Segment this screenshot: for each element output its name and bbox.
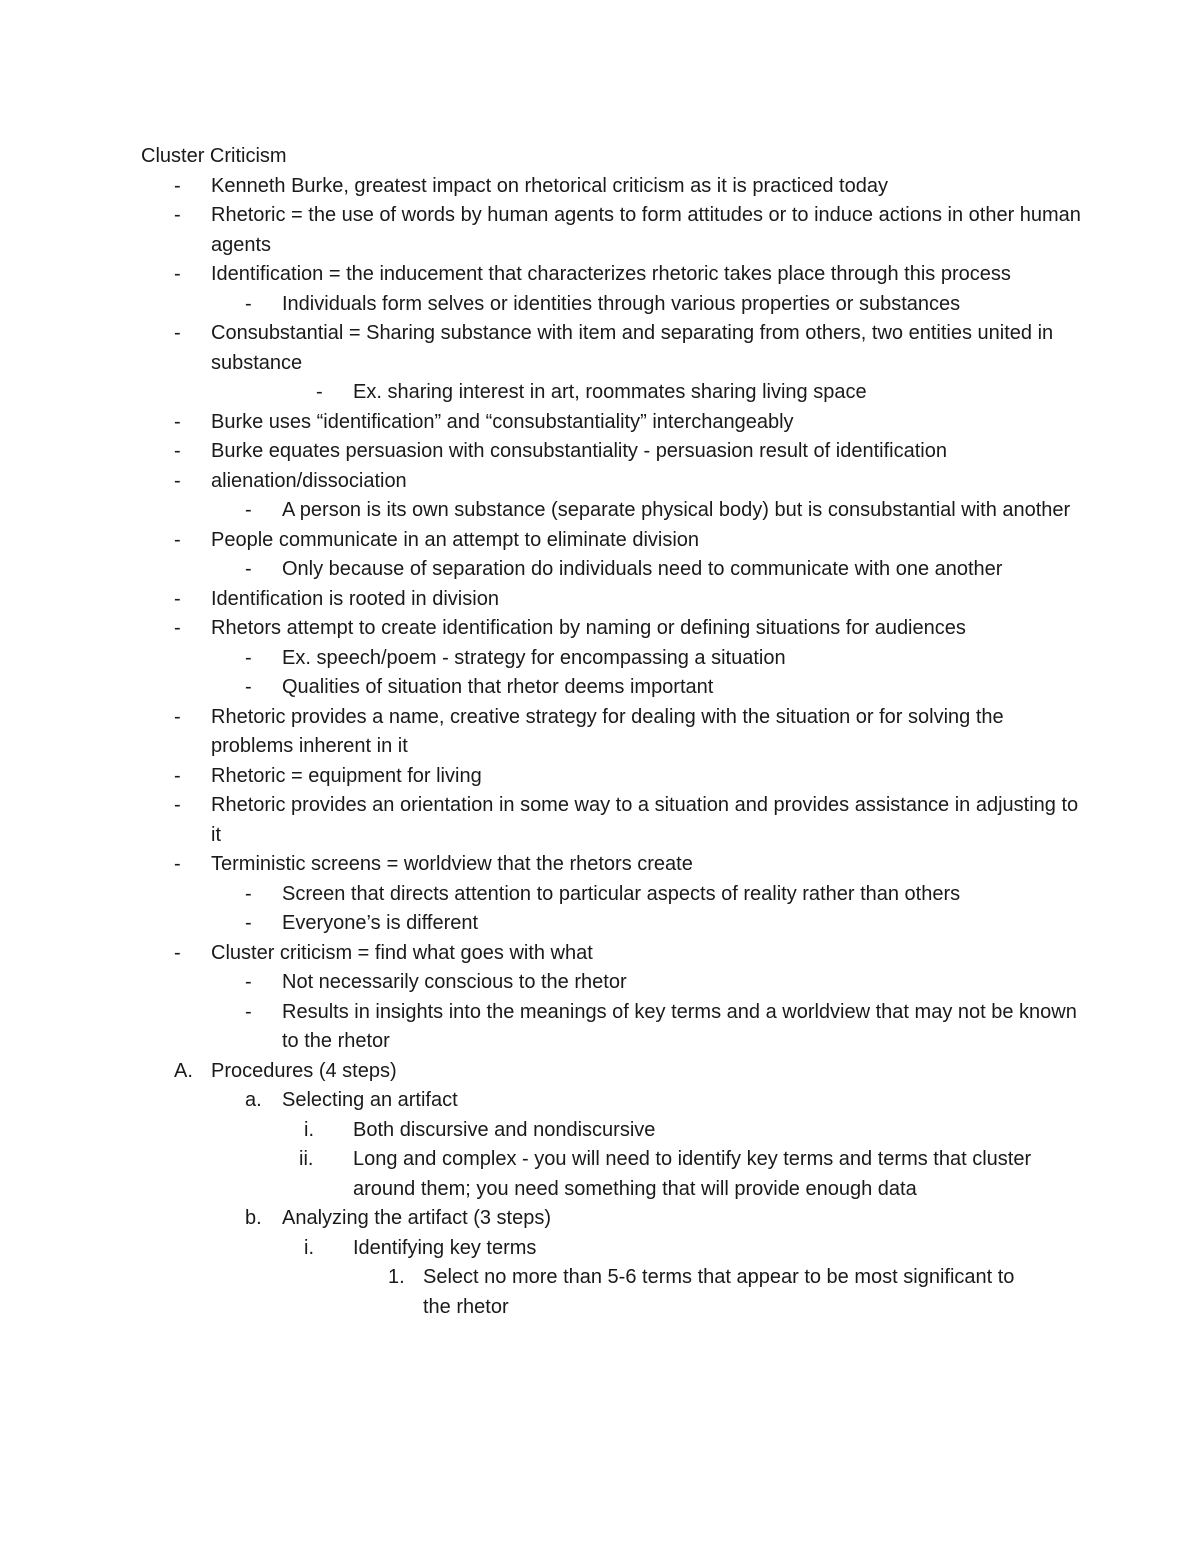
list-item (0, 673, 1200, 703)
list-item (0, 880, 1200, 910)
list-item-text: Identifying key terms (353, 1236, 537, 1259)
list-item (0, 762, 1200, 792)
list-item-text: Not necessarily conscious to the rhetor (282, 971, 627, 993)
bullet-marker: - (174, 204, 181, 226)
list-item (0, 703, 1200, 762)
bullet-marker: - (174, 528, 181, 551)
bullet-marker: - (174, 853, 181, 875)
bullet-marker: - (245, 882, 252, 905)
list-item-text: Rhetors attempt to create identification by naming or defining situations for audiences (211, 617, 966, 639)
list-item-text: Ex. sharing interest in art, roommates sharing living space (353, 381, 867, 403)
list-item-text: Consubstantial = Sharing substance with item and separating from others, two entities united in substance (211, 322, 1054, 374)
bullet-marker: - (174, 440, 181, 462)
bullet-marker: - (245, 292, 252, 315)
list-item-text: Procedures (4 steps) (211, 1059, 397, 1082)
bullet-marker: - (245, 971, 252, 993)
list-item (0, 614, 1200, 644)
bullet-marker: - (245, 912, 252, 934)
bullet-marker: - (174, 617, 181, 639)
list-item (0, 408, 1200, 438)
list-item (0, 909, 1200, 939)
list-item-text: Burke uses “identification” and “consubstantiality” interchangeably (211, 410, 794, 433)
bullet-marker: - (245, 676, 252, 698)
list-item-text: Qualities of situation that rhetor deems important (282, 676, 714, 698)
list-item-text: Both discursive and nondiscursive (353, 1118, 656, 1141)
list-item (0, 496, 1200, 526)
list-item (0, 850, 1200, 880)
list-item-text: Individuals form selves or identities through various properties or substances (282, 292, 961, 315)
list-item (0, 467, 1200, 497)
bullet-marker: - (174, 941, 181, 964)
list-number-marker: a. (245, 1089, 262, 1111)
list-item (0, 319, 1200, 378)
bullet-marker: - (174, 263, 181, 285)
list-item-text: Selecting an artifact (282, 1089, 458, 1111)
list-item (0, 1116, 1200, 1146)
list-number-marker: b. (245, 1207, 262, 1229)
list-item (0, 644, 1200, 674)
list-item-text: Long and complex - you will need to identify key terms and terms that cluster around them; you need something that will provide enough data (353, 1148, 1032, 1200)
list-item-text: A person is its own substance (separate physical body) but is consubstantial with another (282, 499, 1071, 521)
list-item (0, 290, 1200, 320)
bullet-marker: - (174, 705, 181, 728)
bullet-marker: - (174, 764, 181, 787)
list-item (0, 555, 1200, 585)
bullet-marker: - (174, 587, 181, 610)
list-item (0, 172, 1200, 202)
list-item-text: alienation/dissociation (211, 469, 407, 492)
list-item-text: Ex. speech/poem - strategy for encompassing a situation (282, 646, 786, 669)
list-item-text: Results in insights into the meanings of key terms and a worldview that may not be known to the rhetor (282, 1000, 1077, 1052)
bullet-marker: - (245, 646, 252, 669)
list-item (0, 968, 1200, 998)
list-item (0, 1204, 1200, 1234)
bullet-marker: - (245, 558, 252, 580)
list-number-marker: i. (304, 1236, 314, 1259)
list-item (0, 1086, 1200, 1116)
list-item-text: Rhetoric provides an orientation in some way to a situation and provides assistance in adjusting to it (211, 794, 1079, 846)
list-item-text: Rhetoric provides a name, creative strategy for dealing with the situation or for solving the problems inherent in it (211, 705, 1004, 757)
bullet-marker: - (174, 174, 181, 197)
list-item-text: Terministic screens = worldview that the rhetors create (211, 853, 693, 875)
list-item (0, 939, 1200, 969)
list-number-marker: i. (304, 1118, 314, 1141)
bullet-marker: - (316, 381, 323, 403)
list-item (0, 998, 1200, 1057)
list-item-text: Burke equates persuasion with consubstantiality - persuasion result of identification (211, 440, 947, 462)
list-number-marker: ii. (299, 1148, 314, 1170)
list-item (0, 1057, 1200, 1087)
bullet-marker: - (174, 794, 181, 816)
list-item (0, 1145, 1200, 1204)
list-item-text: People communicate in an attempt to eliminate division (211, 528, 700, 551)
list-item-text: Identification is rooted in division (211, 587, 499, 610)
list-item (0, 378, 1200, 408)
list-item (0, 791, 1200, 850)
list-item (0, 260, 1200, 290)
list-item-text: Cluster criticism = find what goes with what (211, 941, 593, 964)
document-title: Cluster Criticism (141, 145, 287, 167)
list-item-text: Analyzing the artifact (3 steps) (282, 1207, 552, 1229)
bullet-marker: - (174, 410, 181, 433)
list-item (0, 585, 1200, 615)
list-item-text: Identification = the inducement that characterizes rhetoric takes place through this process (211, 263, 1011, 285)
list-item-text: Rhetoric = the use of words by human agents to form attitudes or to induce actions in other human agents (211, 204, 1081, 256)
list-item-text: Everyone’s is different (282, 912, 479, 934)
list-item-text: Rhetoric = equipment for living (211, 764, 482, 787)
list-item (0, 1234, 1200, 1264)
bullet-marker: - (245, 499, 252, 521)
list-number-marker: 1. (388, 1266, 405, 1288)
outline-list (0, 172, 1200, 1323)
list-item-text: Only because of separation do individuals need to communicate with one another (282, 558, 1003, 580)
list-item (0, 526, 1200, 556)
bullet-marker: - (174, 469, 181, 492)
list-item-text: Kenneth Burke, greatest impact on rhetorical criticism as it is practiced today (211, 174, 888, 197)
list-item-text: Screen that directs attention to particular aspects of reality rather than others (282, 882, 961, 905)
bullet-marker: - (245, 1000, 252, 1023)
list-item (0, 437, 1200, 467)
list-item (0, 201, 1200, 260)
list-number-marker: A. (174, 1059, 193, 1082)
bullet-marker: - (174, 322, 181, 344)
list-item (0, 1263, 1200, 1322)
list-item-text: Select no more than 5-6 terms that appear to be most significant to the rhetor (423, 1266, 1015, 1318)
